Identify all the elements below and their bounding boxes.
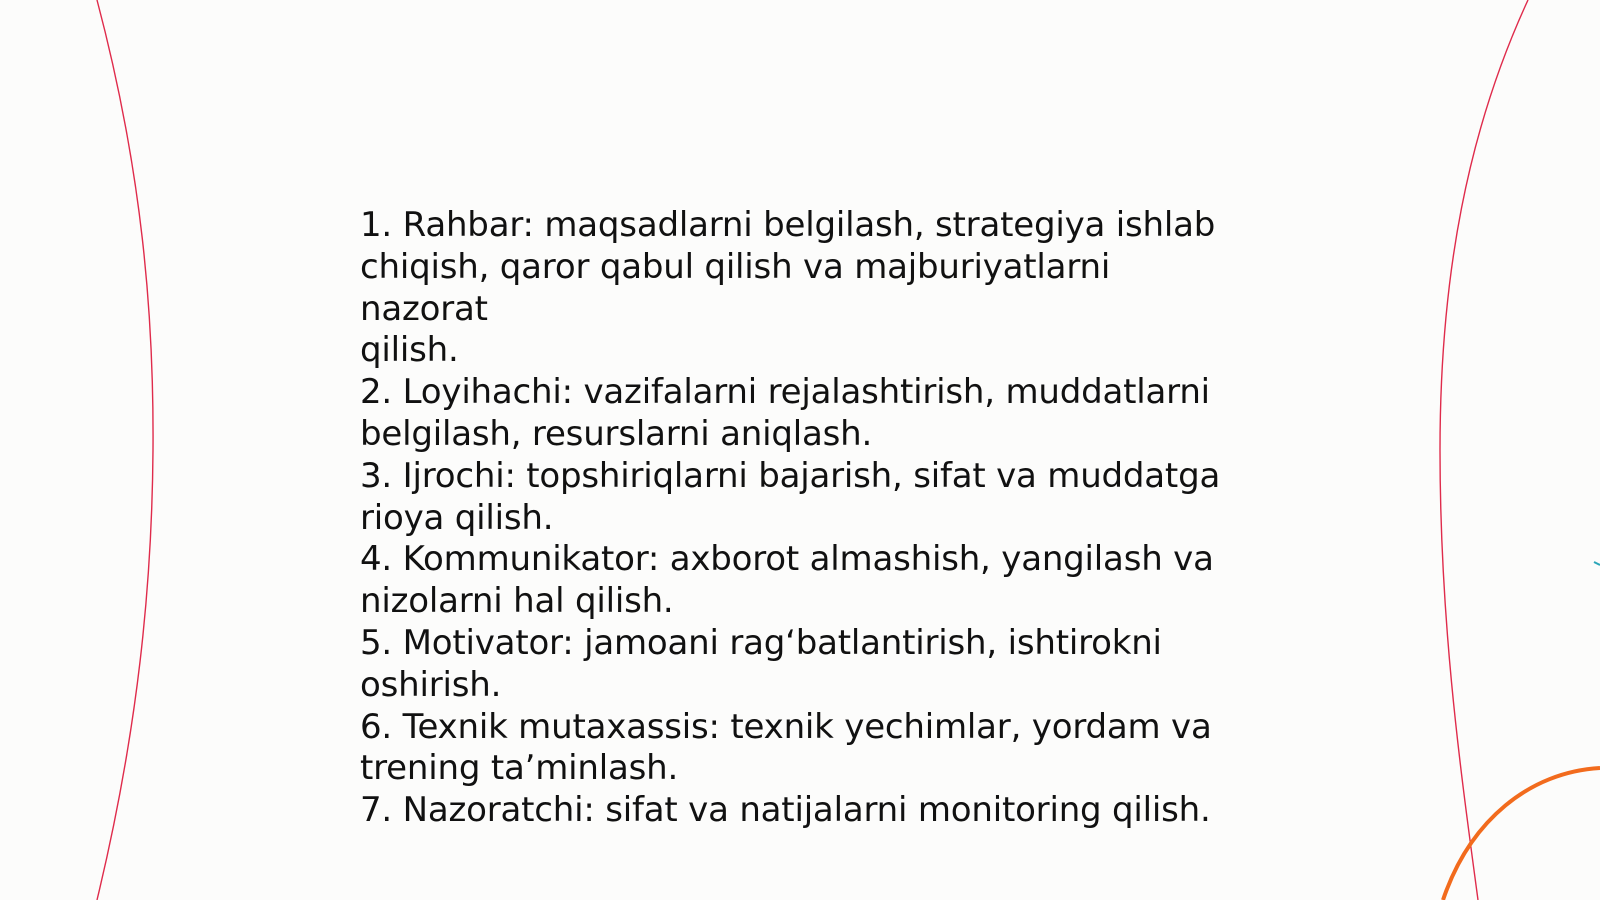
teal-mark-decoration bbox=[1594, 562, 1600, 565]
orange-arc-decoration bbox=[1443, 768, 1600, 900]
role-technical-specialist-item: 6. Texnik mutaxassis: texnik yechimlar, yordam va trening ta’minlash. bbox=[360, 706, 1212, 789]
role-motivator-item: 5. Motivator: jamoani rag‘batlantirish, ishtirokni oshirish. bbox=[360, 622, 1162, 705]
role-project-planner-item: 2. Loyihachi: vazifalarni rejalashtirish, muddatlarni belgilash, resurslarni aniqlash. bbox=[360, 372, 1210, 454]
role-executor-item: 3. Ijrochi: topshiriqlarni bajarish, sifat va muddatga rioya qilish. bbox=[360, 455, 1221, 538]
left-curve-decoration bbox=[97, 0, 153, 900]
role-leader-item: 1. Rahbar: maqsadlarni belgilash, strategiya ishlab chiqish, qaror qabul qilish va majburiyatlarni nazorat qilish. bbox=[360, 205, 1216, 371]
role-controller-item: 7. Nazoratchi: sifat va natijalarni monitoring qilish. bbox=[360, 790, 1211, 831]
role-communicator-item: 4. Kommunikator: axborot almashish, yangilash va nizolarni hal qilish. bbox=[360, 539, 1214, 622]
roles-list bbox=[360, 205, 1240, 832]
right-curve-decoration bbox=[1440, 0, 1528, 900]
